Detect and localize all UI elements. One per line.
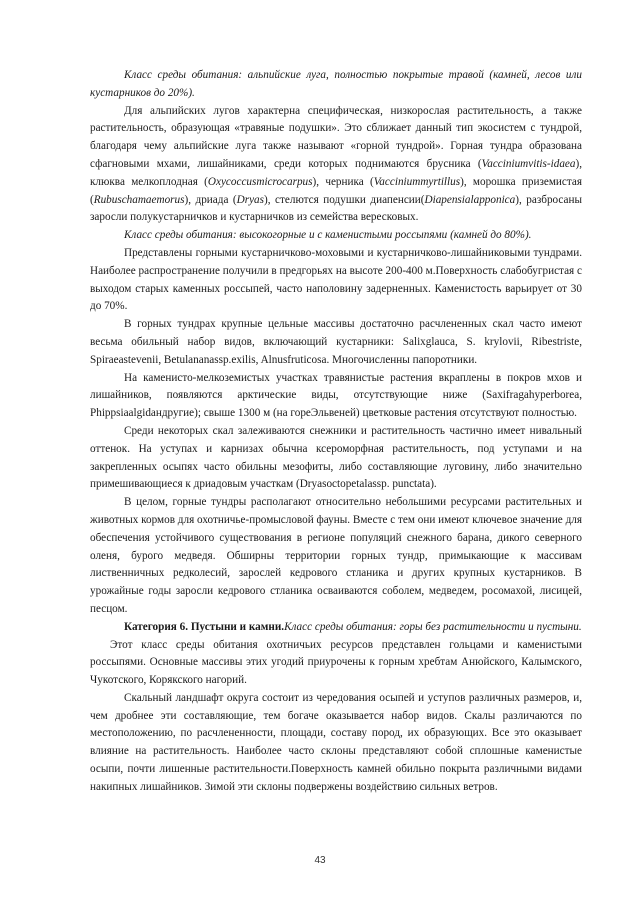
paragraph-resources: В целом, горные тундры располагают относительно небольшими ресурсами растительных и животных кормов для охотничье-промысловой фауны. Вместе с тем они имеют ключевое значение для обеспечения устойчивого существования в регионе популяций снежного барана, дикого северного оленя, бурого медведя. Обширны территории горных тундр, примыкающие к массивам лиственничных редколесий, зарослей кедрового стланика и других крупных кустарников. В урожайные годы заросли кедрового стланика осваиваются соболем, медведем, росомахой, лисицей, песцом.: [90, 496, 582, 615]
page-content: [90, 67, 582, 797]
paragraph-stony-areas: На каменисто-мелкоземистых участках травянистые растения вкраплены в покров мхов и лишайников, появляются арктические виды, отсутствующие ниже (Saxifragahyperborea, Phippsiaalgidaндругие); свыше 1300 м (на гореЭльвеней) цветковые растения отсутствуют полностью.: [90, 371, 582, 420]
habitat-class-highland: Класс среды обитания: высокогорные и с каменистыми россыпями (камней до 80%).: [124, 229, 532, 242]
paragraph-rock-massifs: В горных тундрах крупные цельные массивы достаточно расчлененных скал часто имеют весьма обильный набор видов, включающий кустарники: Salixglauca, S. krylovii, Ribestriste, Spiraeastevenii, Betulananassp.exilis, Alnusfruticosa. Многочисленны папоротники.: [90, 318, 582, 366]
habitat-class-alpine: Класс среды обитания: альпийские луга, полностью покрытые травой (камней, лесов или кустарников до 20%).: [90, 69, 582, 99]
page-number: 43: [314, 855, 326, 866]
category-6-heading: Категория 6. Пустыни и камни.Класс среды обитания: горы без растительности и пустыни.: [124, 620, 582, 633]
paragraph-tundra: Представлены горными кустарничково-моховыми и кустарничково-лишайниковыми тундрами. Наиболее распространение получили в предгорьях на высоте 200-400 м.Поверхность слабобугристая с выходом старых каменных россыпей, часто наполовину задерненных. Каменистость варьирует от 30 до 70%.: [90, 246, 582, 313]
paragraph-class-description: Этот класс среды обитания охотничьих ресурсов представлен гольцами и каменистыми россыпями. Основные массивы этих угодий приурочены к горным хребтам Анюйского, Калымского, Чукотского, Корякского нагорий.: [90, 638, 582, 687]
paragraph-rocky-landscape: Скальный ландшафт округа состоит из чередования осыпей и уступов различных размеров, и, чем дробнее эти составляющие, тем богаче оказывается набор видов. Скалы различаются по местоположению, по расчлененности, площади, составу пород, их образующих. Все это оказывает влияние на растительность. Наиболее часто склоны представляют собой сплошные каменистые осыпи, почти лишенные растительности.Поверхность камней обильно покрыта различными видами накипных лишайников. Зимой эти склоны подвержены воздействию сильных ветров.: [90, 691, 582, 793]
paragraph-snowfields: Среди некоторых скал залеживаются снежники и растительность частично имеет нивальный оттенок. На уступах и карнизах обычна ксероморфная растительность, под уступами и на закрепленных осыпях часто обильны мезофиты, либо составляющие луговину, либо значительно примешивающиеся к дриадовым участкам (Dryasoctopetalassp. punctata).: [90, 424, 582, 491]
paragraph-alpine-meadows: Для альпийских лугов характерна специфическая, низкорослая растительность, а также растительность, образующая «травяные подушки». Это сближает данный тип экосистем с тундрой, благодаря чему альпийские луга также называют «горной тундрой». Горная тундра образована сфагновыми мхами, лишайниками, среди которых поднимаются брусника (Vacciniumvitis-idaea), клюква мелкоплодная (Oxycoccusmicrocarpus), черника (Vacciniummyrtillus), морошка приземистая (Rubuschamaemorus), дриада (Dryas), стелются подушки диапенсии(Diapensialapponica), разбросаны заросли полукустарничков и кустарничков из семейства вересковых.: [90, 104, 583, 224]
